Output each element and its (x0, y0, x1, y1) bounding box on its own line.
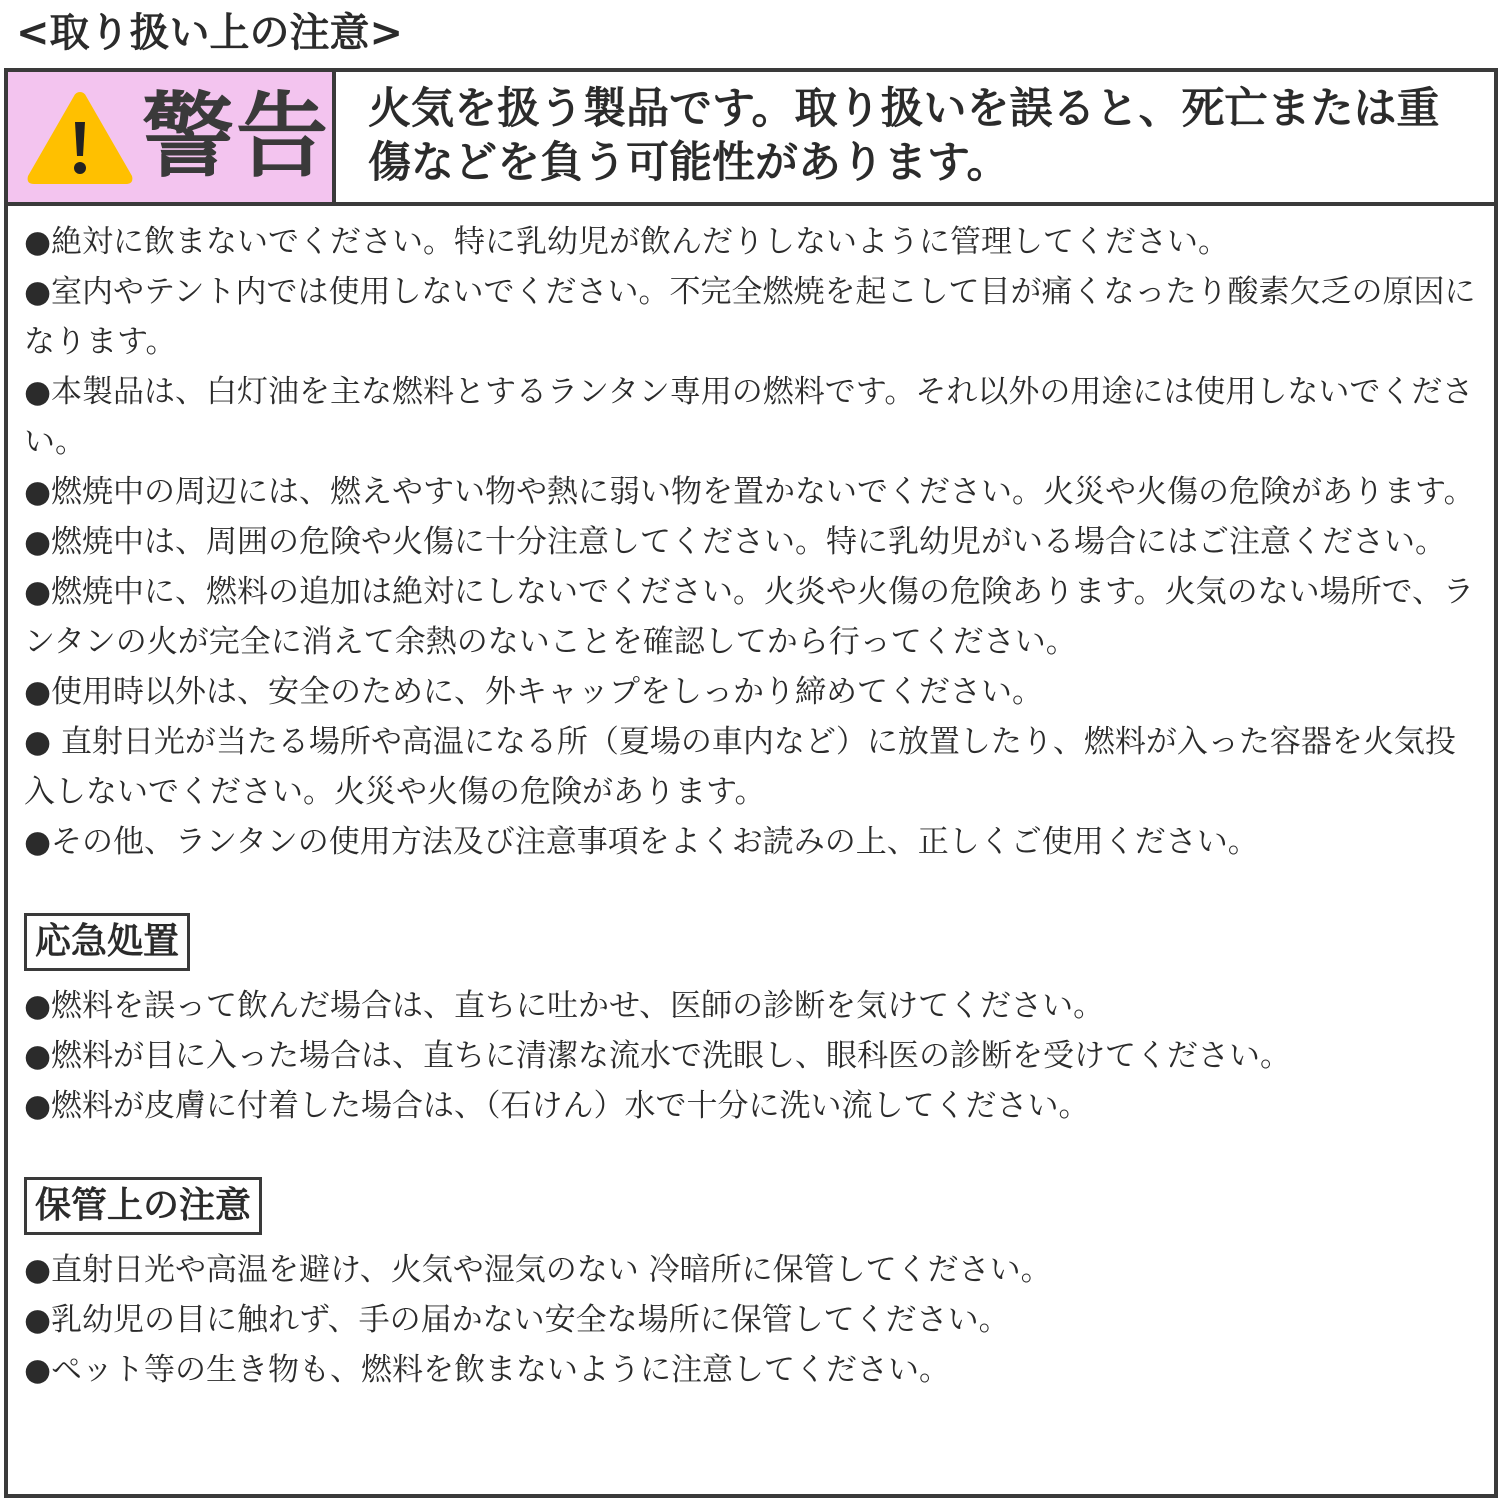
first-aid-item: ●燃料が目に入った場合は、直ちに清潔な流水で洗眼し、眼科医の診断を受けてください。 (24, 1038, 1292, 1074)
warning-item: ●燃焼中は、周囲の危険や火傷に十分注意してください。特に乳幼児がいる場合にはご注意ください。 (24, 524, 1447, 560)
first-aid-heading: 応急処置 (24, 913, 190, 971)
warning-item: ●燃焼中の周辺には、燃えやすい物や熱に弱い物を置かないでください。火災や火傷の危険があります。 (24, 474, 1475, 510)
page-title: <取り扱い上の注意> (16, 10, 404, 56)
warning-item: ●燃焼中に、燃料の追加は絶対にしないでください。火炎や火傷の危険あります。火気のない場所で、ランタンの火が完全に消えて余熱のないことを確認してから行ってください。 (24, 574, 1474, 660)
first-aid-item: ●燃料が皮膚に付着した場合は、（石けん）水で十分に洗い流してください。 (24, 1088, 1090, 1124)
warning-item: ●絶対に飲まないでください。特に乳幼児が飲んだりしないように管理してください。 (24, 224, 1230, 260)
warning-label-box (8, 72, 336, 202)
storage-item: ●直射日光や高温を避け、火気や湿気のない 冷暗所に保管してください。 (24, 1252, 1052, 1288)
warning-triangle-icon (24, 88, 136, 188)
storage-item: ●ペット等の生き物も、燃料を飲まないように注意してください。 (24, 1352, 951, 1388)
first-aid-item: ●燃料を誤って飲んだ場合は、直ちに吐かせ、医師の診断を気けてください。 (24, 988, 1105, 1024)
warning-list (24, 217, 1484, 867)
storage-item: ●乳幼児の目に触れず、手の届かない安全な場所に保管してください。 (24, 1302, 1010, 1338)
warning-label: 警告 (142, 83, 331, 190)
warning-item: ●室内やテント内では使用しないでください。不完全燃焼を起こして目が痛くなったり酸素欠乏の原因になります。 (24, 274, 1476, 360)
storage-list (24, 1245, 1484, 1395)
warning-message: 火気を扱う製品です。取り扱いを誤ると、死亡または重傷などを負う可能性があります。 (368, 84, 1440, 188)
warning-item: ●本製品は、白灯油を主な燃料とするランタン専用の燃料です。それ以外の用途には使用しないでください。 (24, 374, 1474, 460)
caution-frame (4, 68, 1498, 1498)
caution-content (24, 217, 1484, 1395)
warning-header (8, 72, 1494, 206)
first-aid-list (24, 981, 1484, 1131)
warning-item: ●使用時以外は、安全のために、外キャップをしっかり締めてください。 (24, 674, 1044, 710)
warning-item: ● 直射日光が当たる場所や高温になる所（夏場の車内など）に放置したり、燃料が入った容器を火気投入しないでください。火災や火傷の危険があります。 (24, 724, 1456, 810)
warning-item: ●その他、ランタンの使用方法及び注意事項をよくお読みの上、正しくご使用ください。 (24, 824, 1259, 860)
storage-heading: 保管上の注意 (24, 1177, 262, 1235)
